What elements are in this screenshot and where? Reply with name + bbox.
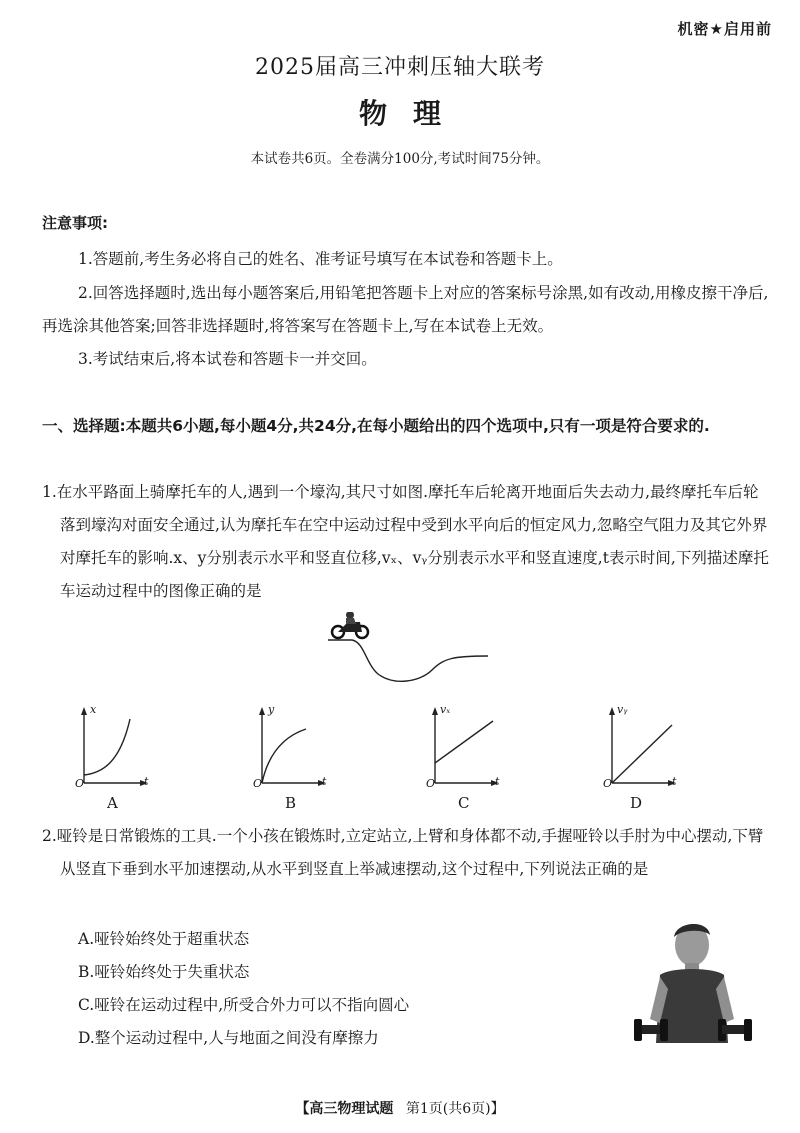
graph-d-y-label: vᵧ xyxy=(617,703,628,716)
graph-a-y-label: x xyxy=(90,703,97,716)
q2-option-a: A.哑铃始终处于超重状态 xyxy=(78,930,250,948)
graph-d-label: D xyxy=(630,794,643,812)
q2-option-c: C.哑铃在运动过程中,所受合外力可以不指向圆心 xyxy=(78,996,410,1014)
graph-d-origin: O xyxy=(603,777,613,790)
exam-title: 2025届高三冲刺压轴大联考 xyxy=(255,55,545,80)
graph-b-origin: O xyxy=(253,777,263,790)
page-footer xyxy=(0,1098,800,1118)
graph-b-x-label: t xyxy=(322,775,327,788)
graph-c-x-label: t xyxy=(495,775,500,788)
graph-c-origin: O xyxy=(426,777,436,790)
notice-item-3: 3.考试结束后,将本试卷和答题卡一并交回。 xyxy=(78,350,377,368)
question-2-text: 2.哑铃是日常锻炼的工具.一个小孩在锻炼时,立定站立,上臂和身体都不动,手握哑铃以手肘为中心摆动,下臂从竖直下垂到水平加速摆动,从水平到竖直上举减速摆动,这个过程中,下列说法正确的是 xyxy=(42,827,764,878)
notice-item-1: 1.答题前,考生务必将自己的姓名、准考证号填写在本试卷和答题卡上。 xyxy=(78,250,563,268)
exam-meta: 本试卷共6页。全卷满分100分,考试时间75分钟。 xyxy=(250,151,550,167)
motorcycle-icon xyxy=(332,612,368,638)
graph-a-origin: O xyxy=(75,777,85,790)
dumbbell-right-icon xyxy=(718,1019,752,1041)
notice-heading: 注意事项: xyxy=(42,214,108,232)
graph-c-label: C xyxy=(458,794,470,812)
q2-option-b: B.哑铃始终处于失重状态 xyxy=(78,963,250,981)
subject-title: 物理 xyxy=(358,97,467,130)
graph-a-label: A xyxy=(107,794,118,812)
section-heading: 一、选择题:本题共6小题,每小题4分,共24分,在每小题给出的四个选项中,只有一项是符合要求的. xyxy=(42,417,710,435)
confidential-label: 机密★启用前 xyxy=(677,20,772,38)
footer-page: 第1页(共6页)】 xyxy=(405,1101,505,1117)
graph-b-label: B xyxy=(285,794,297,812)
graph-b-y-label: y xyxy=(268,703,275,716)
q2-option-d: D.整个运动过程中,人与地面之间没有摩擦力 xyxy=(78,1029,379,1047)
graph-c-y-label: vₓ xyxy=(440,703,451,716)
question-1-text: 1.在水平路面上骑摩托车的人,遇到一个壕沟,其尺寸如图.摩托车后轮离开地面后失去动力,最终摩托车后轮落到壕沟对面安全通过,认为摩托车在空中运动过程中受到水平向后的恒定风力,忽略空气阻力及其它外界对摩托车的影响.x、y分别表示水平和竖直位移,vₓ、vᵧ分别表示水平和竖直速度,t表示时间,下列描述摩托车运动过程中的图像正确的是 xyxy=(42,483,769,600)
footer-subject: 【高三物理试题 xyxy=(295,1101,394,1117)
boy-dumbbell-photo xyxy=(630,915,760,1055)
dumbbell-left-icon xyxy=(634,1019,668,1041)
graph-d-x-label: t xyxy=(672,775,677,788)
notice-item-2: 2.回答选择题时,选出每小题答案后,用铅笔把答题卡上对应的答案标号涂黑,如有改动,用橡皮擦干净后,再选涂其他答案;回答非选择题时,将答案写在答题卡上,写在本试卷上无效。 xyxy=(42,284,769,335)
graph-a-x-label: t xyxy=(144,775,149,788)
motorcycle-ditch-figure xyxy=(320,612,495,687)
